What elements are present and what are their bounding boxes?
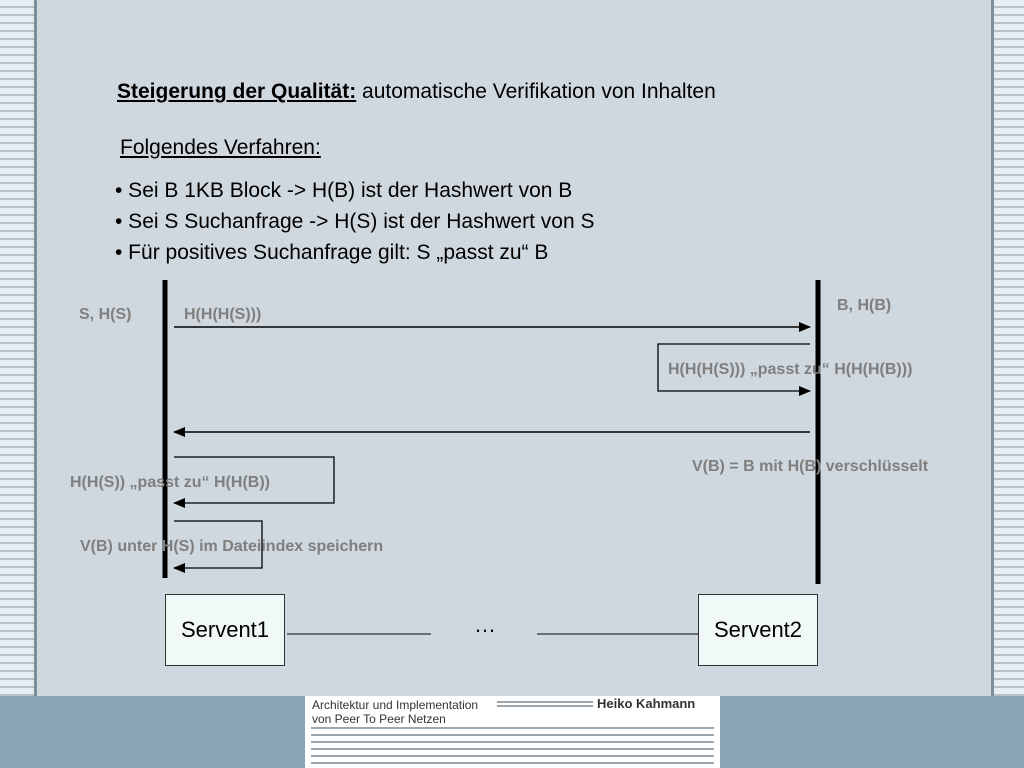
- query-hash-label: H(H(H(S))): [184, 306, 262, 323]
- footer-rule: [311, 734, 714, 736]
- block-label: B, H(B): [837, 297, 892, 314]
- footer-rule: [311, 755, 714, 757]
- footer-rule: [311, 748, 714, 750]
- encryption-label: V(B) = B mit H(B) verschlüsselt: [692, 458, 929, 475]
- footer-rule: [311, 727, 714, 729]
- bullet-item: • Für positives Suchanfrage gilt: S „passt zu“ B: [115, 241, 549, 264]
- servent2-box: Servent2: [698, 594, 818, 666]
- footer-rule: [311, 762, 714, 764]
- footer-box: [305, 696, 720, 768]
- query-source-label: S, H(S): [79, 306, 132, 323]
- footer-course-line2: von Peer To Peer Netzen: [312, 712, 446, 726]
- footer-course-line1: Architektur und Implementation: [312, 698, 479, 712]
- servent1-box: Servent1: [165, 594, 285, 666]
- match-check-left-label: H(H(S)) „passt zu“ H(H(B)): [70, 474, 270, 491]
- ellipsis: …: [474, 612, 496, 637]
- title-bold: Steigerung der Qualität:: [117, 80, 357, 103]
- footer-rule: [497, 705, 593, 707]
- match-check-right-label: H(H(H(S))) „passt zu“ H(H(H(B))): [668, 361, 913, 378]
- footer-author: Heiko Kahmann: [597, 696, 696, 711]
- bullet-item: • Sei B 1KB Block -> H(B) ist der Hashwert von B: [115, 179, 573, 202]
- footer-rule: [497, 701, 593, 703]
- title-rest: automatische Verifikation von Inhalten: [356, 80, 716, 103]
- footer-rule: [311, 741, 714, 743]
- procedure-heading: Folgendes Verfahren:: [120, 136, 321, 159]
- bullet-item: • Sei S Suchanfrage -> H(S) ist der Hashwert von S: [115, 210, 595, 233]
- store-index-label: V(B) unter H(S) im Dateiindex speichern: [80, 538, 384, 555]
